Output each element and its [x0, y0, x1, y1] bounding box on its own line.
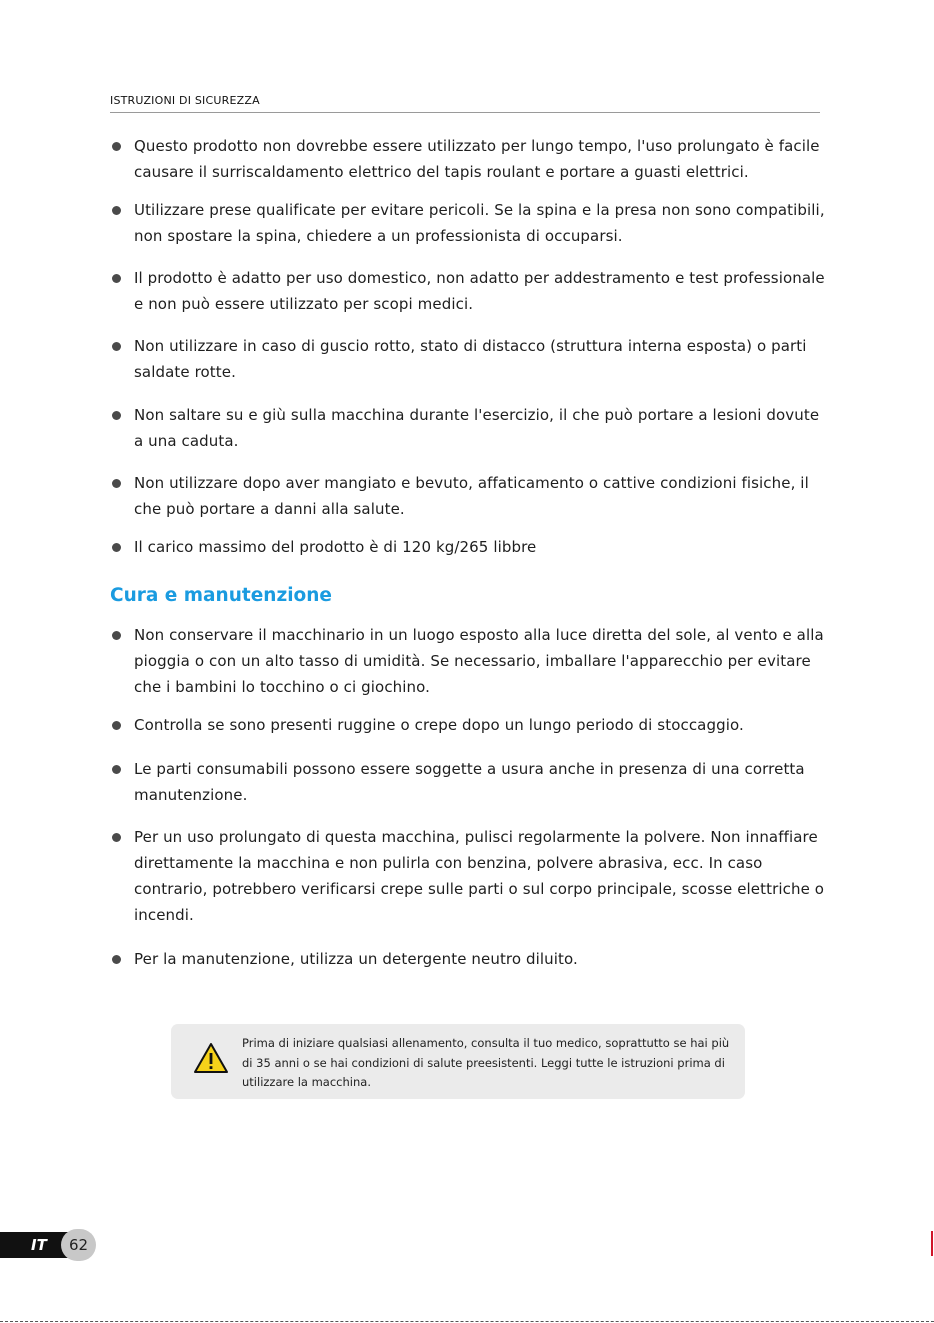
list-item — [110, 133, 830, 185]
warning-text: Prima di iniziare qualsiasi allenamento, consulta il tuo medico, soprattutto se hai più di 35 anni o se hai condizioni di salute preesistenti. Leggi tutte le istruzioni prima di utilizzare la macchina. — [242, 1036, 730, 1089]
page-number: 62 — [61, 1229, 96, 1261]
bullet-icon — [112, 206, 121, 215]
list-item — [110, 756, 830, 808]
list-item-text: Il prodotto è adatto per uso domestico, non adatto per addestramento e test professionale e non può essere utilizzato per scopi medici. — [134, 269, 825, 313]
list-item-text: Le parti consumabili possono essere soggette a usura anche in presenza di una corretta manutenzione. — [134, 760, 805, 804]
page-edge-divider — [0, 1321, 934, 1322]
warning-box — [171, 1024, 745, 1099]
list-item — [110, 470, 830, 522]
bullet-icon — [112, 833, 121, 842]
edge-marker — [931, 1231, 933, 1256]
warning-triangle-icon — [193, 1042, 229, 1074]
bullet-icon — [112, 721, 121, 730]
list-item-text: Utilizzare prese qualificate per evitare pericoli. Se la spina e la presa non sono compatibili, non spostare la spina, chiedere a un professionista di occuparsi. — [134, 201, 825, 245]
list-item — [110, 197, 830, 249]
list-item — [110, 824, 830, 928]
list-item-text: Questo prodotto non dovrebbe essere utilizzato per lungo tempo, l'uso prolungato è facile causare il surriscaldamento elettrico del tapis roulant e portare a guasti elettrici. — [134, 137, 820, 181]
list-item-text: Per un uso prolungato di questa macchina, pulisci regolarmente la polvere. Non innaffiare direttamente la macchina e non pulirla con benzina, polvere abrasiva, ecc. In caso contrario, potrebbero verificarsi crepe sulle parti o sul corpo principale, scosse elettriche o incendi. — [134, 828, 825, 924]
list-item-text: Non saltare su e giù sulla macchina durante l'esercizio, il che può portare a lesioni dovute a una caduta. — [134, 406, 820, 450]
care-list — [110, 622, 830, 972]
list-item-text: Non utilizzare dopo aver mangiato e bevuto, affaticamento o cattive condizioni fisiche, il che può portare a danni alla salute. — [134, 474, 809, 518]
list-item-text: Non conservare il macchinario in un luogo esposto alla luce diretta del sole, al vento e alla pioggia o con un alto tasso di umidità. Se necessario, imballare l'apparecchio per evitare che i bambini lo tocchino o ci giochino. — [134, 626, 824, 696]
bullet-icon — [112, 342, 121, 351]
bullet-icon — [112, 765, 121, 774]
bullet-icon — [112, 479, 121, 488]
section-header: ISTRUZIONI DI SICUREZZA — [110, 94, 820, 113]
bullet-icon — [112, 543, 121, 552]
care-section-title: Cura e manutenzione — [110, 585, 332, 606]
list-item — [110, 534, 830, 560]
list-item — [110, 946, 830, 972]
list-item — [110, 402, 830, 454]
list-item-text: Controlla se sono presenti ruggine o crepe dopo un lungo periodo di stoccaggio. — [134, 716, 744, 734]
bullet-icon — [112, 274, 121, 283]
list-item-text: Il carico massimo del prodotto è di 120 kg/265 libbre — [134, 538, 537, 556]
list-item — [110, 712, 830, 738]
list-item — [110, 333, 830, 385]
list-item — [110, 622, 830, 700]
bullet-icon — [112, 142, 121, 151]
safety-list — [110, 133, 830, 560]
list-item-text: Per la manutenzione, utilizza un detergente neutro diluito. — [134, 950, 578, 968]
list-item-text: Non utilizzare in caso di guscio rotto, stato di distacco (struttura interna esposta) o parti saldate rotte. — [134, 337, 807, 381]
bullet-icon — [112, 411, 121, 420]
bullet-icon — [112, 955, 121, 964]
bullet-icon — [112, 631, 121, 640]
language-tab: IT — [0, 1232, 72, 1258]
list-item — [110, 265, 830, 317]
